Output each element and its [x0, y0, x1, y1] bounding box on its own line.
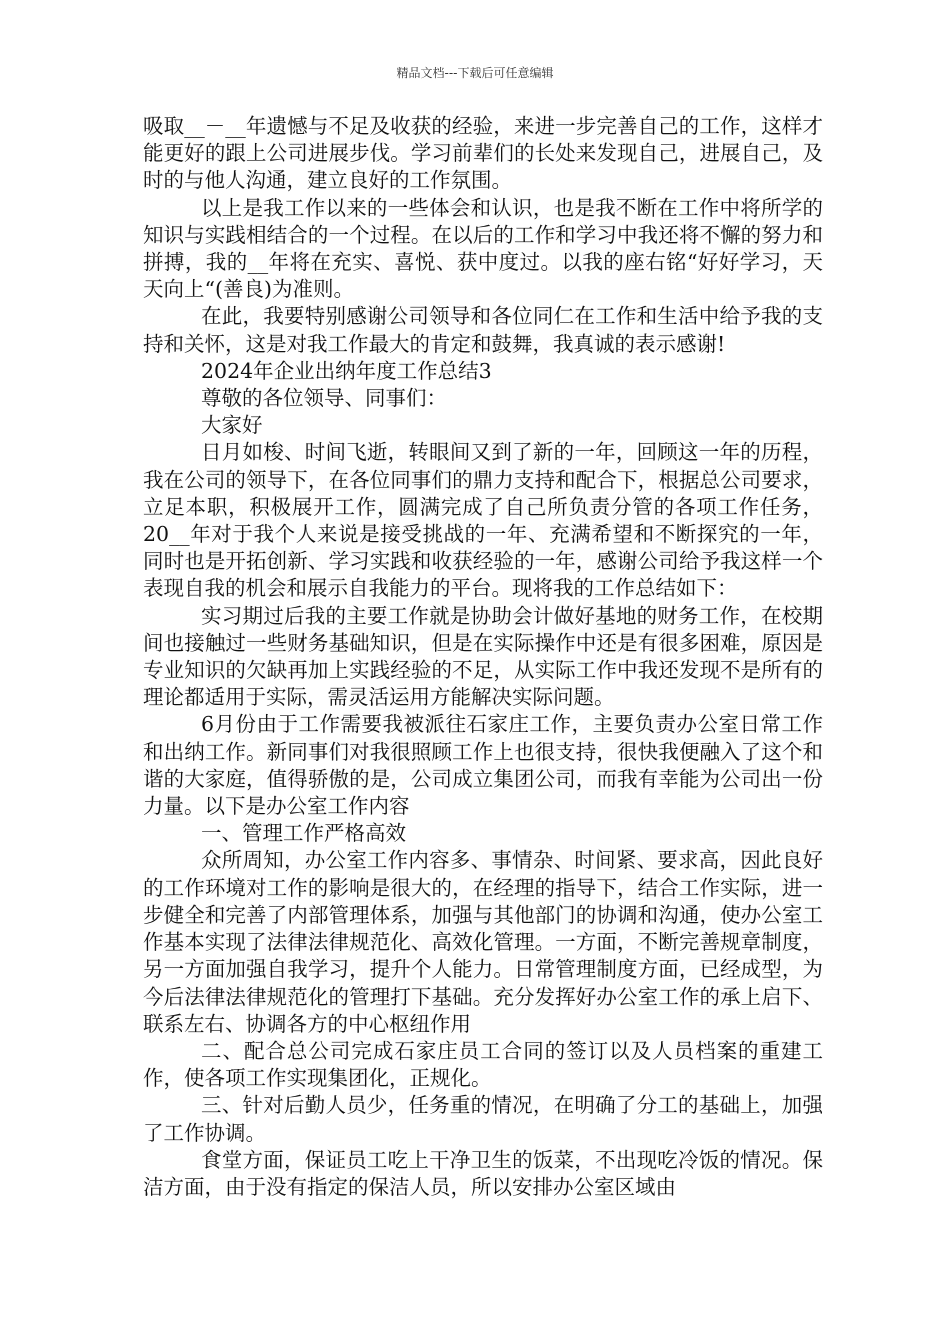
paragraph: 食堂方面，保证员工吃上干净卫生的饭菜，不出现吃冷饭的情况。保洁方面，由于没有指定的保洁人员，所以安排办公室区域由 — [143, 1147, 823, 1199]
salutation: 尊敬的各位领导、同事们： — [201, 386, 447, 411]
subheading: 一、管理工作严格高效 — [201, 821, 406, 846]
paragraph: 三、针对后勤人员少，任务重的情况，在明确了分工的基础上，加强了工作协调。 — [143, 1093, 823, 1145]
page-header: 精品文档---下载后可任意编辑 — [396, 66, 554, 80]
paragraph: 众所周知，办公室工作内容多、事情杂、时间紧、要求高，因此良好的工作环境对工作的影响是很大的，在经理的指导下，结合工作实际，进一步健全和完善了内部管理体系，加强与其他部门的协调和沟通，使办公室工作基本实现了法律法律规范化、高效化管理。一方面，不断完善规章制度，另一方面加强自我学习，提升个人能力。日常管理制度方面，已经成型，为今后法律法律规范化的管理打下基础。充分发挥好办公室工作的承上启下、联系左右、协调各方的中心枢纽作用 — [143, 848, 823, 1036]
paragraph: 日月如梭、时间飞逝，转眼间又到了新的一年，回顾这一年的历程，我在公司的领导下，在各位同事们的鼎力支持和配合下，根据总公司要求，立足本职，积极展开工作，圆满完成了自己所负责分管的各项工作任务，20__年对于我个人来说是接受挑战的一年、充满希望和不断探究的一年，同时也是开拓创新、学习实践和收获经验的一年，感谢公司给予我这样一个表现自我的机会和展示自我能力的平台。现将我的工作总结如下： — [143, 440, 823, 601]
paragraph: 以上是我工作以来的一些体会和认识，也是我不断在工作中将所学的知识与实践相结合的一个过程。在以后的工作和学习中我还将不懈的努力和拼搏，我的__年将在充实、喜悦、获中度过。以我的座右铭“好好学习，天天向上“(善良)为准则。 — [143, 195, 823, 302]
paragraph: 在此，我要特别感谢公司领导和各位同仁在工作和生活中给予我的支持和关怀，这是对我工作最大的肯定和鼓舞，我真诚的表示感谢! — [143, 304, 823, 356]
paragraph: 实习期过后我的主要工作就是协助会计做好基地的财务工作，在校期间也接触过一些财务基础知识，但是在实际操作中还是有很多困难，原因是专业知识的欠缺再加上实践经验的不足，从实际工作中我还发现不是所有的理论都适用于实际，需灵活运用方能解决实际问题。 — [143, 603, 823, 710]
section-title: 2024年企业出纳年度工作总结3 — [201, 358, 492, 383]
greeting: 大家好 — [201, 413, 263, 438]
paragraph: 吸取__－__年遗憾与不足及收获的经验，来进一步完善自己的工作，这样才能更好的跟上公司进展步伐。学习前辈们的长处来发现自己，进展自己，及时的与他人沟通，建立良好的工作氛围。 — [143, 114, 823, 193]
paragraph: 6月份由于工作需要我被派往石家庄工作，主要负责办公室日常工作和出纳工作。新同事们对我很照顾工作上也很支持，很快我便融入了这个和谐的大家庭，值得骄傲的是，公司成立集团公司，而我有幸能为公司出一份力量。以下是办公室工作内容 — [143, 712, 823, 819]
document-body — [143, 113, 823, 1201]
paragraph: 二、配合总公司完成石家庄员工合同的签订以及人员档案的重建工作，使各项工作实现集团化，正规化。 — [143, 1038, 823, 1091]
